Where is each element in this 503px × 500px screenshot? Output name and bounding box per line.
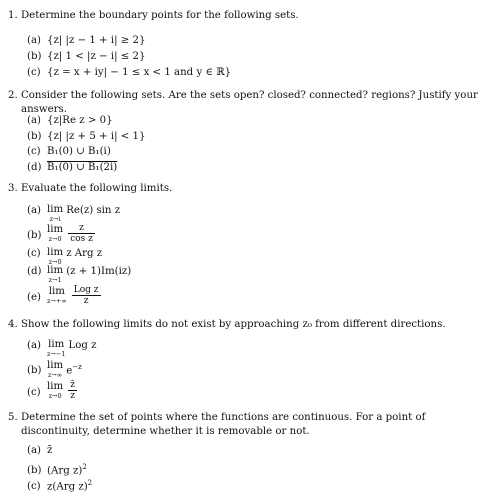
q2-item-c: [27, 145, 111, 159]
item-expression: z(Arg z): [47, 481, 88, 493]
limit-subscript: z→0: [48, 235, 62, 243]
item-expression: {z = x + iy| − 1 ≤ x < 1 and y ∈ ℝ}: [47, 67, 232, 78]
question-number: 1.: [8, 10, 18, 21]
item-expression: B₁(0) ∪ B₁(i): [47, 146, 111, 157]
item-label: (a): [27, 115, 42, 126]
limit-subscript: z→i: [49, 215, 61, 223]
question-number: 3.: [8, 183, 18, 194]
limit-operator: lim z→i: [47, 204, 64, 223]
superscript: 2: [82, 463, 87, 471]
q2-item-b: [27, 130, 146, 144]
question-number: 2.: [8, 90, 18, 101]
denominator: cos z: [70, 234, 93, 244]
q1-item-c: [27, 66, 231, 80]
q3-item-a: [27, 204, 120, 223]
limit-subscript: z→1: [48, 276, 62, 284]
limit-operator: lim z→1: [47, 265, 64, 284]
question-text: Determine the set of points where the functions are continuous. For a point of discontinuity, determine whether it is removable or not.: [21, 412, 426, 437]
numerator: Log z: [73, 285, 99, 295]
fraction: [68, 223, 95, 244]
item-label: (d): [27, 162, 42, 173]
item-expression: {z| |z − 1 + i| ≥ 2}: [47, 35, 146, 46]
q1-item-a: [27, 34, 146, 48]
item-label: (c): [27, 248, 41, 259]
item-expression: Re(z) sin z: [66, 205, 121, 216]
q3-item-b: [27, 224, 97, 245]
item-label: (a): [27, 205, 42, 216]
numerator: z: [68, 223, 95, 234]
denominator: z: [83, 296, 89, 306]
q4-item-c: [27, 381, 79, 402]
question-number: 5.: [8, 412, 18, 423]
item-label: (b): [27, 465, 42, 477]
superscript: 2: [87, 479, 93, 487]
item-expression: {z|Re z > 0}: [47, 115, 113, 126]
item-label: (a): [27, 35, 42, 46]
limit-operator: lim z→0: [47, 381, 64, 400]
item-label: (b): [27, 131, 42, 142]
numerator: z̄: [70, 380, 75, 390]
item-expression: {z| |z + 5 + i| < 1}: [47, 131, 146, 142]
item-label: (b): [27, 51, 42, 62]
item-expression: z Arg z: [66, 248, 103, 259]
q4-item-b: [27, 360, 82, 379]
question-text: Consider the following sets. Are the sets open? closed? connected? regions? Justify your answers.: [21, 90, 478, 115]
question-text: Determine the boundary points for the following sets.: [21, 10, 299, 21]
q2-item-a: [27, 114, 113, 128]
limit-operator: lim z→−1: [47, 339, 66, 358]
item-label: (b): [27, 229, 42, 241]
q5-item-c: [27, 476, 92, 494]
q2-item-d: [27, 161, 117, 175]
item-label: (c): [27, 67, 41, 78]
item-expression: Log z: [68, 340, 97, 351]
item-label: (c): [27, 386, 41, 398]
question-text: Evaluate the following limits.: [21, 183, 173, 194]
limit-subscript: z→−1: [47, 350, 66, 358]
item-label: (a): [27, 445, 42, 456]
item-label: (a): [27, 340, 42, 351]
item-expression: B₁(0) ∪ B₁(2i): [47, 162, 118, 173]
item-expression: e: [66, 365, 73, 377]
denominator: z: [70, 391, 75, 401]
q1-item-b: [27, 50, 146, 64]
limit-subscript: z→∞: [47, 371, 63, 379]
superscript: −z: [72, 363, 82, 371]
item-label: (d): [27, 266, 42, 277]
limit-subscript: z→+∞: [47, 297, 67, 305]
item-expression: {z| 1 < |z − i| ≤ 2}: [47, 51, 146, 62]
item-expression: (z + 1)Im(iz): [66, 266, 132, 277]
q4-item-a: [27, 339, 96, 358]
fraction: [72, 285, 101, 306]
item-expression: (Arg z): [47, 465, 83, 477]
item-label: (c): [27, 481, 41, 493]
item-label: (b): [27, 365, 42, 377]
q5-item-a: [27, 444, 52, 458]
item-label: (c): [27, 146, 41, 157]
limit-operator: lim z→+∞: [47, 286, 67, 305]
limit-subscript: z→0: [48, 392, 62, 400]
q3-item-c: [27, 247, 102, 266]
limit-operator: lim z→0: [47, 247, 64, 266]
question-number: 4.: [8, 319, 18, 330]
q3-item-d: [27, 265, 131, 284]
fraction: [68, 380, 77, 401]
limit-operator: lim z→0: [47, 224, 64, 243]
q3-item-e: [27, 286, 103, 307]
question-text: Show the following limits do not exist by approaching z₀ from different directions.: [21, 319, 446, 330]
limit-operator: lim z→∞: [47, 360, 64, 379]
item-expression: z̄: [47, 445, 53, 456]
limit-subscript: z→0: [48, 258, 62, 266]
item-label: (e): [27, 291, 41, 303]
